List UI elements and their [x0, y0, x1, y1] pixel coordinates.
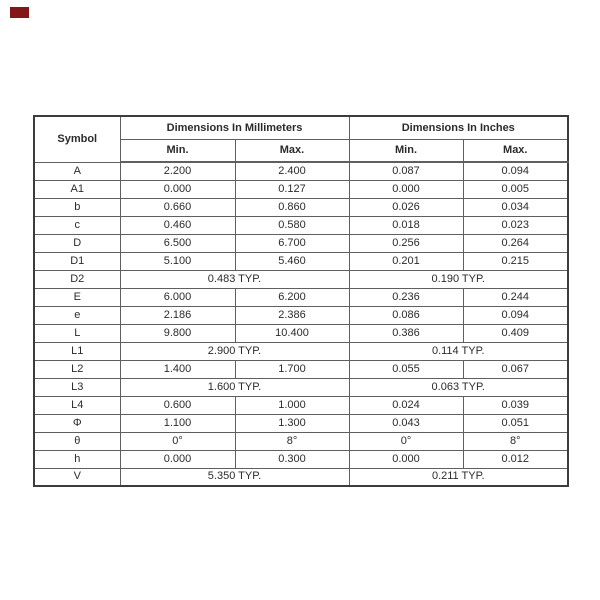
mm-min-cell: 0.660 — [120, 198, 235, 216]
mm-typ-cell: 0.483 TYP. — [120, 270, 349, 288]
symbol-cell: D — [34, 234, 120, 252]
mm-min-cell: 6.500 — [120, 234, 235, 252]
symbol-cell: θ — [34, 432, 120, 450]
table-row-A — [34, 162, 568, 180]
mm-min-cell: 5.100 — [120, 252, 235, 270]
mm-typ-cell: 2.900 TYP. — [120, 342, 349, 360]
mm-max-cell: 0.580 — [235, 216, 349, 234]
in-max-cell: 8° — [463, 432, 568, 450]
symbol-cell: L — [34, 324, 120, 342]
in-min-cell: 0.236 — [349, 288, 463, 306]
mm-typ-cell: 5.350 TYP. — [120, 468, 349, 486]
mm-typ-cell: 1.600 TYP. — [120, 378, 349, 396]
in-max-cell: 0.051 — [463, 414, 568, 432]
mm-max-cell: 2.386 — [235, 306, 349, 324]
symbol-cell: D2 — [34, 270, 120, 288]
in-min-cell: 0.201 — [349, 252, 463, 270]
table-row-h — [34, 450, 568, 468]
mm-min-cell: 0° — [120, 432, 235, 450]
in-typ-cell: 0.114 TYP. — [349, 342, 568, 360]
mm-max-cell: 5.460 — [235, 252, 349, 270]
in-max-cell: 0.215 — [463, 252, 568, 270]
mm-min-cell: 2.200 — [120, 162, 235, 180]
symbol-cell: c — [34, 216, 120, 234]
mm-max-cell: 1.300 — [235, 414, 349, 432]
mm-min-cell: 1.400 — [120, 360, 235, 378]
table-row-L — [34, 324, 568, 342]
mm-max-cell: 0.860 — [235, 198, 349, 216]
table-row-E — [34, 288, 568, 306]
symbol-column-header: Symbol — [34, 116, 120, 162]
header-group-row — [34, 116, 568, 140]
mm-min-cell: 1.100 — [120, 414, 235, 432]
in-typ-cell: 0.063 TYP. — [349, 378, 568, 396]
in-min-cell: 0.055 — [349, 360, 463, 378]
red-marker — [10, 7, 29, 18]
mm-max-header: Max. — [235, 140, 349, 163]
in-min-cell: 0.086 — [349, 306, 463, 324]
in-max-cell: 0.094 — [463, 162, 568, 180]
inch-min-header: Min. — [349, 140, 463, 163]
in-min-cell: 0.256 — [349, 234, 463, 252]
symbol-cell: e — [34, 306, 120, 324]
mm-max-cell: 8° — [235, 432, 349, 450]
in-max-cell: 0.034 — [463, 198, 568, 216]
mm-max-cell: 6.700 — [235, 234, 349, 252]
mm-min-cell: 0.600 — [120, 396, 235, 414]
package-dimensions-table — [33, 115, 569, 487]
table-row-c — [34, 216, 568, 234]
mm-min-cell: 2.186 — [120, 306, 235, 324]
millimeters-group-header: Dimensions In Millimeters — [120, 116, 349, 140]
table-row-V — [34, 468, 568, 486]
symbol-cell: h — [34, 450, 120, 468]
in-max-cell: 0.264 — [463, 234, 568, 252]
mm-max-cell: 0.300 — [235, 450, 349, 468]
in-min-cell: 0.087 — [349, 162, 463, 180]
table-row-D2 — [34, 270, 568, 288]
inches-group-header: Dimensions In Inches — [349, 116, 568, 140]
in-max-cell: 0.409 — [463, 324, 568, 342]
symbol-cell: E — [34, 288, 120, 306]
symbol-cell: b — [34, 198, 120, 216]
in-max-cell: 0.244 — [463, 288, 568, 306]
symbol-cell: V — [34, 468, 120, 486]
in-max-cell: 0.067 — [463, 360, 568, 378]
table-row-L3 — [34, 378, 568, 396]
symbol-cell: Φ — [34, 414, 120, 432]
in-typ-cell: 0.211 TYP. — [349, 468, 568, 486]
in-min-cell: 0.000 — [349, 180, 463, 198]
table-row-b — [34, 198, 568, 216]
table-header — [34, 116, 568, 162]
table-row-D1 — [34, 252, 568, 270]
table-row-theta — [34, 432, 568, 450]
table-row-L2 — [34, 360, 568, 378]
in-max-cell: 0.012 — [463, 450, 568, 468]
in-min-cell: 0.026 — [349, 198, 463, 216]
mm-max-cell: 10.400 — [235, 324, 349, 342]
symbol-cell: L2 — [34, 360, 120, 378]
in-min-cell: 0° — [349, 432, 463, 450]
mm-max-cell: 0.127 — [235, 180, 349, 198]
symbol-cell: D1 — [34, 252, 120, 270]
in-min-cell: 0.018 — [349, 216, 463, 234]
symbol-cell: L4 — [34, 396, 120, 414]
mm-max-cell: 1.000 — [235, 396, 349, 414]
in-max-cell: 0.023 — [463, 216, 568, 234]
table-body — [34, 162, 568, 486]
table-row-D — [34, 234, 568, 252]
symbol-cell: A1 — [34, 180, 120, 198]
in-max-cell: 0.005 — [463, 180, 568, 198]
in-min-cell: 0.386 — [349, 324, 463, 342]
mm-min-cell: 0.000 — [120, 450, 235, 468]
in-min-cell: 0.024 — [349, 396, 463, 414]
mm-max-cell: 2.400 — [235, 162, 349, 180]
inch-max-header: Max. — [463, 140, 568, 163]
in-min-cell: 0.043 — [349, 414, 463, 432]
mm-min-cell: 6.000 — [120, 288, 235, 306]
in-max-cell: 0.094 — [463, 306, 568, 324]
symbol-cell: A — [34, 162, 120, 180]
mm-max-cell: 6.200 — [235, 288, 349, 306]
mm-min-cell: 9.800 — [120, 324, 235, 342]
in-min-cell: 0.000 — [349, 450, 463, 468]
mm-min-header: Min. — [120, 140, 235, 163]
mm-min-cell: 0.460 — [120, 216, 235, 234]
table-row-A1 — [34, 180, 568, 198]
symbol-cell: L1 — [34, 342, 120, 360]
table-row-phi — [34, 414, 568, 432]
table-row-L4 — [34, 396, 568, 414]
symbol-cell: L3 — [34, 378, 120, 396]
in-max-cell: 0.039 — [463, 396, 568, 414]
mm-max-cell: 1.700 — [235, 360, 349, 378]
mm-min-cell: 0.000 — [120, 180, 235, 198]
table-row-L1 — [34, 342, 568, 360]
in-typ-cell: 0.190 TYP. — [349, 270, 568, 288]
table-row-e — [34, 306, 568, 324]
